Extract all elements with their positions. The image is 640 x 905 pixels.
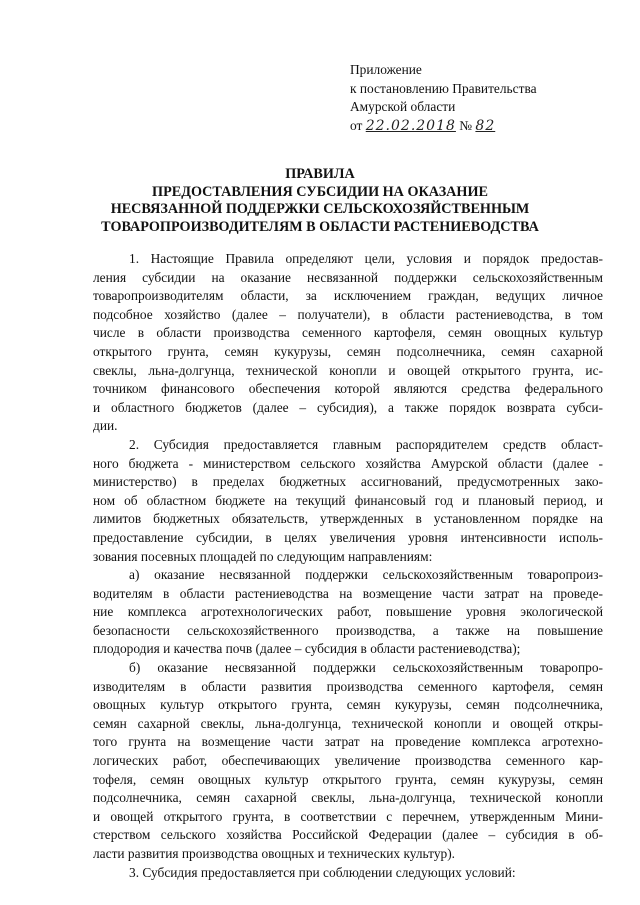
body-line: безопасности сельскохозяйственного производства, а также на повышение (93, 622, 603, 638)
body-line: министерство) в пределах бюджетных ассигнований, предусмотренных зако- (93, 474, 603, 490)
body-line: ние комплекса агротехнологических работ, повышение уровня экологической (93, 604, 603, 620)
body-line: 2. Субсидия предоставляется главным распорядителем средств област- (129, 436, 603, 452)
body-line: точником финансового обеспечения которой являются средства федерального (93, 381, 603, 397)
date-prefix: от (350, 117, 363, 133)
body-line: предоставление субсидии, в целях увеличения уровня интенсивности исполь- (93, 529, 603, 545)
document-title (0, 166, 640, 236)
body-line: того грунта на возмещение части затрат на проведение комплекса агротехно- (93, 734, 603, 750)
body-line: дии. (93, 418, 118, 434)
body-line: ласти развития производства овощных и технических культур). (93, 846, 456, 861)
body-line: овощных культур открытого грунта, семян кукурузы, семян подсолнечника, (93, 697, 603, 713)
document-body (93, 250, 603, 882)
body-line: числе в области производства семенного картофеля, семян овощных культур (93, 325, 603, 341)
body-line: а) оказание несвязанной поддержки сельскохозяйственным товаропроиз- (129, 567, 603, 583)
body-line: товаропроизводителям области, за исключением граждан, ведущих личное (93, 288, 603, 304)
body-line: 3. Субсидия предоставляется при соблюдении следующих условий: (129, 864, 516, 880)
appendix-date-line (350, 117, 537, 136)
body-line: семян сахарной свеклы, льна-долгунца, технической конопли и овощей откры- (93, 715, 603, 731)
body-line: б) оказание несвязанной поддержки сельскохозяйственным товаропро- (129, 660, 603, 676)
appendix-resolution-ref: к постановлению Правительства (350, 80, 537, 96)
handwritten-number: 82 (475, 117, 496, 134)
title-line-2: ПРЕДОСТАВЛЕНИЯ СУБСИДИИ НА ОКАЗАНИЕ (152, 183, 488, 200)
handwritten-date: 22.02.2018 (365, 117, 456, 134)
appendix-label: Приложение (350, 62, 422, 77)
body-line: ления субсидии на оказание несвязанной поддержки сельскохозяйственным (93, 269, 603, 285)
body-line: тофеля, семян овощных культур открытого грунта, семян кукурузы, семян (93, 771, 603, 787)
body-line: водителям в области растениеводства на возмещение части затрат на проведе- (93, 585, 603, 601)
body-line: подсобное хозяйство (далее – получатели), в области растениеводства, в том (93, 306, 603, 322)
body-line: зования посевных площадей по следующим направлениям: (93, 548, 433, 564)
body-line: стерством сельского хозяйства Российской Федерации (далее – субсидия в об- (93, 827, 603, 843)
body-line: и овощей открытого грунта, в соответствии с перечнем, утвержденным Мини- (93, 808, 603, 824)
title-line-4: ТОВАРОПРОИЗВОДИТЕЛЯМ В ОБЛАСТИ РАСТЕНИЕВОДСТВА (101, 218, 539, 235)
body-line: свеклы, льна-долгунца, технической конопли и овощей открытого грунта, ис- (93, 362, 603, 378)
body-line: и областного бюджетов (далее – субсидия), а также порядок возврата субси- (93, 399, 603, 415)
body-line: плодородия и качества почв (далее – субсидия в области растениеводства); (93, 641, 521, 657)
body-line: открытого грунта, семян кукурузы, семян подсолнечника, семян сахарной (93, 343, 603, 359)
body-line: логических работ, обеспечивающих увеличение производства семенного кар- (93, 753, 603, 769)
body-line: ном об областном бюджете на текущий финансовый год и плановый период, и (93, 492, 603, 508)
body-line: изводителям в области развития производства семенного картофеля, семян (93, 678, 603, 694)
title-line-3: НЕСВЯЗАННОЙ ПОДДЕРЖКИ СЕЛЬСКОХОЗЯЙСТВЕННЫМ (110, 201, 530, 217)
appendix-region: Амурской области (350, 99, 456, 114)
number-prefix: № (459, 117, 473, 133)
appendix-block (350, 61, 537, 135)
body-line: 1. Настоящие Правила определяют цели, условия и порядок предостав- (129, 251, 603, 266)
body-line: подсолнечника, семян сахарной свеклы, льна-долгунца, технической конопли (93, 790, 603, 806)
body-line: ного бюджета - министерством сельского хозяйства Амурской области (далее - (93, 455, 603, 471)
body-line: лимитов бюджетных обязательств, утвержденных в установленном порядке на (93, 511, 603, 527)
title-line-1: ПРАВИЛА (285, 166, 355, 182)
